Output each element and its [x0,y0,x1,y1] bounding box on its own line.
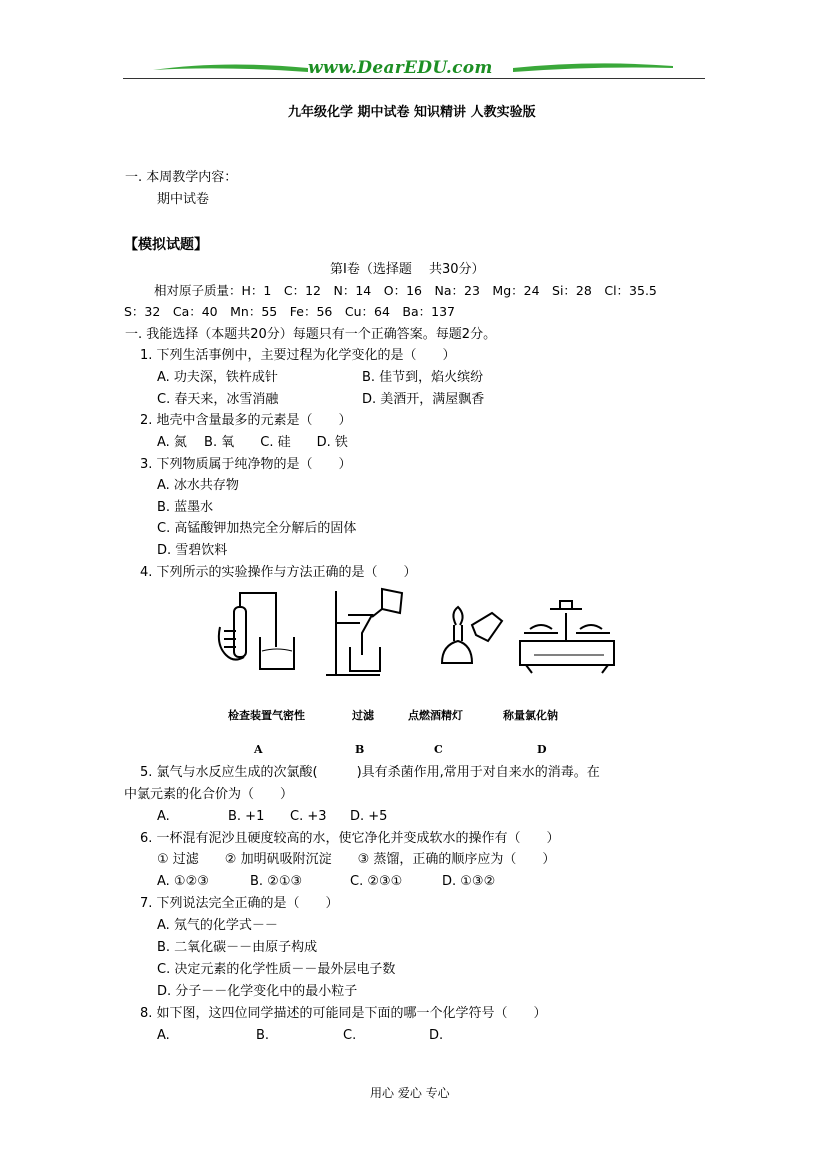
atomic-masses-line1: 相对原子质量：H：1 C：12 N：14 O：16 Na：23 Mg：24 Si：28 Cl：35.5 [154,283,657,298]
question-6-stem: 6. 一杯混有泥沙且硬度较高的水，使它净化并变成软水的操作有（ ） [140,831,560,846]
question-3-stem: 3. 下列物质属于纯净物的是（ ） [140,457,352,472]
question-6-option-a: A. ①②③ [157,874,209,889]
instructions: 一. 我能选择（本题共20分）每题只有一个正确答案。每题2分。 [125,327,497,342]
section-heading: 一. 本周教学内容： [125,170,238,185]
question-1-option-a: A. 功夫深，铁杵成针 [157,370,278,385]
question-6-option-b: B. ②①③ [250,874,303,889]
question-5-option-a: A. [157,809,170,824]
question-3-option-d: D. 雪碧饮料 [157,543,228,558]
question-1-option-c: C. 春天来，冰雪消融 [157,392,279,407]
question-3-option-b: B. 蓝墨水 [157,500,214,515]
balance-scale-icon [520,601,614,673]
alcohol-lamp-icon [442,607,502,663]
figure-letter-c: C [434,743,443,756]
question-8-option-d: D. [429,1028,444,1043]
header-rule [123,78,705,79]
question-1-option-b: B. 佳节到，焰火缤纷 [362,370,484,385]
figure-label-c: 点燃酒精灯 [408,709,463,722]
lab-apparatus-figure [210,585,620,685]
question-1-option-d: D. 美酒开，满屋飘香 [362,392,485,407]
question-1-stem: 1. 下列生活事例中，主要过程为化学变化的是（ ） [140,348,456,363]
question-3-option-c: C. 高锰酸钾加热完全分解后的固体 [157,521,357,536]
question-3-option-a: A. 冰水共存物 [157,478,239,493]
question-5-option-c: C. +3 [290,809,327,824]
figure-label-a: 检查装置气密性 [228,709,305,722]
mock-exam-heading: 【模拟试题】 [124,237,208,253]
question-7-option-c: C. 决定元素的化学性质－－最外层电子数 [157,962,396,977]
question-7-option-d: D. 分子－－化学变化中的最小粒子 [157,984,358,999]
question-6-option-d: D. ①③② [442,874,496,889]
question-7-option-b: B. 二氧化碳－－由原子构成 [157,940,318,955]
section-content: 期中试卷 [157,192,210,207]
question-6-operations: ① 过滤 ② 加明矾吸附沉淀 ③ 蒸馏，正确的顺序应为（ ） [157,852,556,867]
question-8-stem: 8. 如下图，这四位同学描述的可能同是下面的哪一个化学符号（ ） [140,1006,547,1021]
figure-label-b: 过滤 [352,709,374,722]
question-5-line1: 5. 氯气与水反应生成的次氯酸( )具有杀菌作用,常用于对自来水的消毒。在 [140,765,600,780]
question-5-line2: 中氯元素的化合价为（ ） [124,787,294,802]
logo-text: www.DearEDU.com [308,58,493,78]
question-8-option-a: A. [157,1028,170,1043]
figure-label-d: 称量氯化钠 [503,709,558,722]
document-title: 九年级化学 期中试卷 知识精讲 人教实验版 [288,105,536,120]
page-footer: 用心 爱心 专心 [370,1086,450,1100]
figure-letter-b: B [355,743,365,756]
question-7-stem: 7. 下列说法完全正确的是（ ） [140,896,339,911]
question-2-stem: 2. 地壳中含量最多的元素是（ ） [140,413,352,428]
question-2-options: A. 氮 B. 氧 C. 硅 D. 铁 [157,435,348,450]
figure-letter-a: A [254,743,263,756]
question-5-option-d: D. +5 [350,809,388,824]
site-logo [123,56,705,80]
figure-letter-d: D [537,743,547,756]
question-8-option-c: C. [343,1028,357,1043]
question-8-option-b: B. [256,1028,270,1043]
part-title: 第Ⅰ卷（选择题 共30分） [330,262,485,277]
airtightness-check-icon [219,593,294,669]
question-5-option-b: B. +1 [228,809,265,824]
question-6-option-c: C. ②③① [350,874,403,889]
question-4-stem: 4. 下列所示的实验操作与方法正确的是（ ） [140,565,417,580]
filtration-icon [326,589,402,675]
atomic-masses-line2: S：32 Ca：40 Mn：55 Fe：56 Cu：64 Ba：137 [124,304,456,319]
question-7-option-a: A. 氖气的化学式－－ [157,918,278,933]
